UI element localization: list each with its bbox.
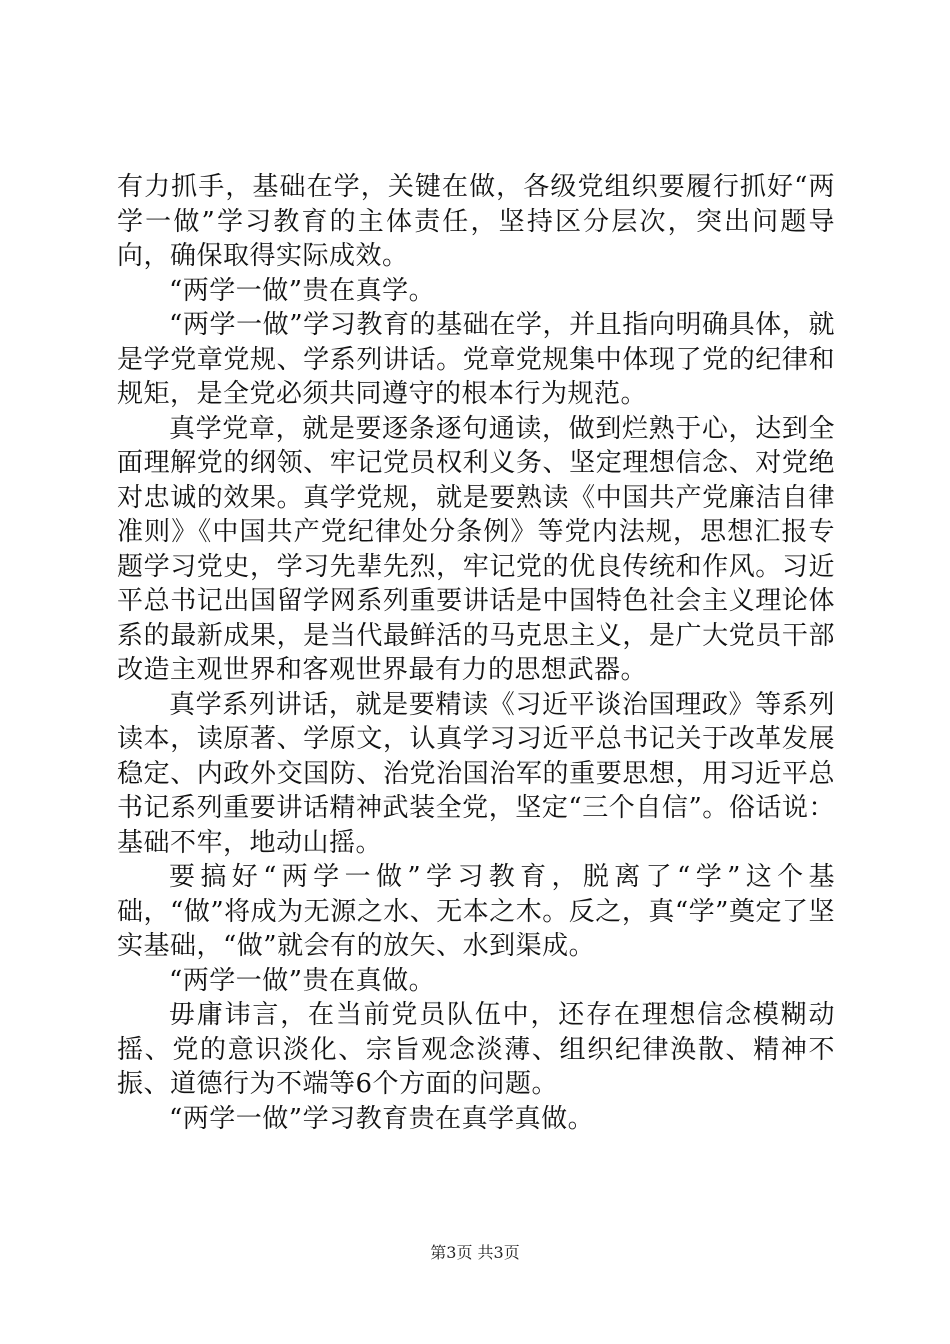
paragraph-existing-problems: 毋庸讳言，在当前党员队伍中，还存在理想信念模糊动摇、党的意识淡化、宗旨观念淡薄、组织纪律涣散、精神不振、道德行为不端等6个方面的问题。 (117, 1000, 835, 1099)
paragraph-study-foundation: 要搞好“两学一做”学习教育，脱离了“学”这个基础，“做”将成为无源之水、无本之木。反之，真“学”奠定了坚实基础，“做”就会有的放矢、水到渠成。 (117, 862, 835, 961)
paragraph-study-basis: “两学一做”学习教育的基础在学，并且指向明确具体，就是学党章党规、学系列讲话。党章党规集中体现了党的纪律和规矩，是全党必须共同遵守的根本行为规范。 (117, 310, 835, 409)
page-number-footer: 第3页 共3页 (430, 1243, 520, 1262)
section-heading-true-action: “两学一做”贵在真做。 (169, 965, 436, 996)
paragraph-study-speeches: 真学系列讲话，就是要精读《习近平谈治国理政》等系列读本，读原著、学原文，认真学习习近平总书记关于改革发展稳定、内政外交国防、治党治国治军的重要思想，用习近平总书记系列重要讲话精神武装全党，坚定“三个自信”。俗话说：基础不牢，地动山摇。 (117, 689, 835, 858)
document-body (117, 170, 835, 1136)
paragraph-study-party-constitution: 真学党章，就是要逐条逐句通读，做到烂熟于心，达到全面理解党的纲领、牢记党员权利义务、坚定理想信念、对党绝对忠诚的效果。真学党规，就是要熟读《中国共产党廉洁自律准则》《中国共产党纪律处分条例》等党内法规，思想汇报专题学习党史，学习先辈先烈，牢记党的优良传统和作风。习近平总书记出国留学网系列重要讲话是中国特色社会主义理论体系的最新成果，是当代最鲜活的马克思主义，是广大党员干部改造主观世界和客观世界最有力的思想武器。 (117, 413, 835, 685)
paragraph-continuation: 有力抓手，基础在学，关键在做，各级党组织要履行抓好“两学一做”学习教育的主体责任，坚持区分层次，突出问题导向，确保取得实际成效。 (117, 172, 835, 271)
section-heading-true-study: “两学一做”贵在真学。 (169, 275, 436, 306)
paragraph-conclusion: “两学一做”学习教育贵在真学真做。 (169, 1103, 595, 1134)
